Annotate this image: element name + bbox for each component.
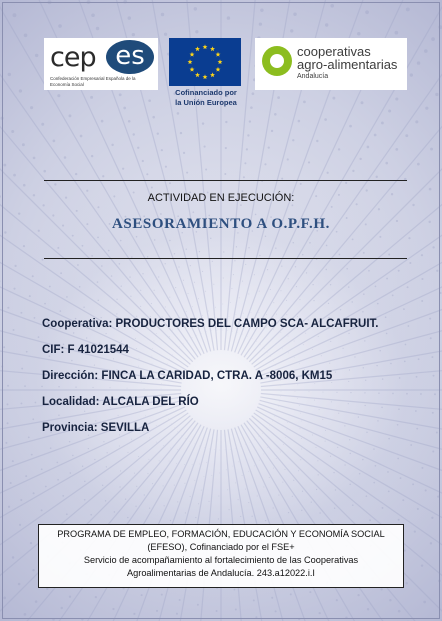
eu-caption	[166, 88, 246, 108]
cooperativas-logo	[255, 38, 407, 90]
footer-line2: (EFESO), Cofinanciado por el FSE+	[147, 542, 295, 552]
cooperativas-line3: Andalucía	[297, 73, 329, 80]
logo-strip	[0, 36, 442, 116]
eu-caption-line1: Cofinanciado por	[175, 88, 237, 97]
cooperativas-line1: cooperativas	[297, 44, 371, 59]
cepes-logo-word: cep	[50, 42, 96, 73]
cooperativas-mark-icon	[262, 46, 292, 76]
footer-line1: PROGRAMA DE EMPLEO, FORMACIÓN, EDUCACIÓN Y ECONOMÍA SOCIAL	[57, 529, 385, 539]
cepes-logo-es: es	[106, 40, 154, 74]
activity-label: ACTIVIDAD EN EJECUCIÓN:	[147, 192, 295, 204]
detail-cif: CIF: F 41021544	[42, 344, 129, 356]
footer-line3: Servicio de acompañamiento al fortalecimiento de las Cooperativas	[83, 555, 359, 565]
eu-flag-icon	[169, 38, 241, 86]
detail-provincia: Provincia: SEVILLA	[42, 422, 150, 434]
bottom-divider	[44, 258, 407, 259]
detail-cooperativa: Cooperativa: PRODUCTORES DEL CAMPO SCA- ALCAFRUIT.	[42, 318, 379, 330]
eu-caption-line2: la Unión Europea	[175, 98, 237, 107]
footer-line4: Agroalimentarias de Andalucía. 243.a12022.i.I	[127, 568, 315, 578]
activity-title: ASESORAMIENTO A O.P.F.H.	[111, 216, 331, 232]
cooperativas-line2: agro-alimentarias	[297, 57, 398, 72]
detail-direccion: Dirección: FINCA LA CARIDAD, CTRA. A -8006, KM15	[42, 370, 333, 382]
detail-localidad: Localidad: ALCALA DEL RÍO	[42, 396, 199, 408]
top-divider	[44, 180, 407, 181]
program-footer	[38, 524, 404, 588]
cepes-logo-subtitle: Confederación Empresarial Española de la Economía Social	[50, 76, 136, 87]
cepes-logo	[44, 38, 158, 90]
